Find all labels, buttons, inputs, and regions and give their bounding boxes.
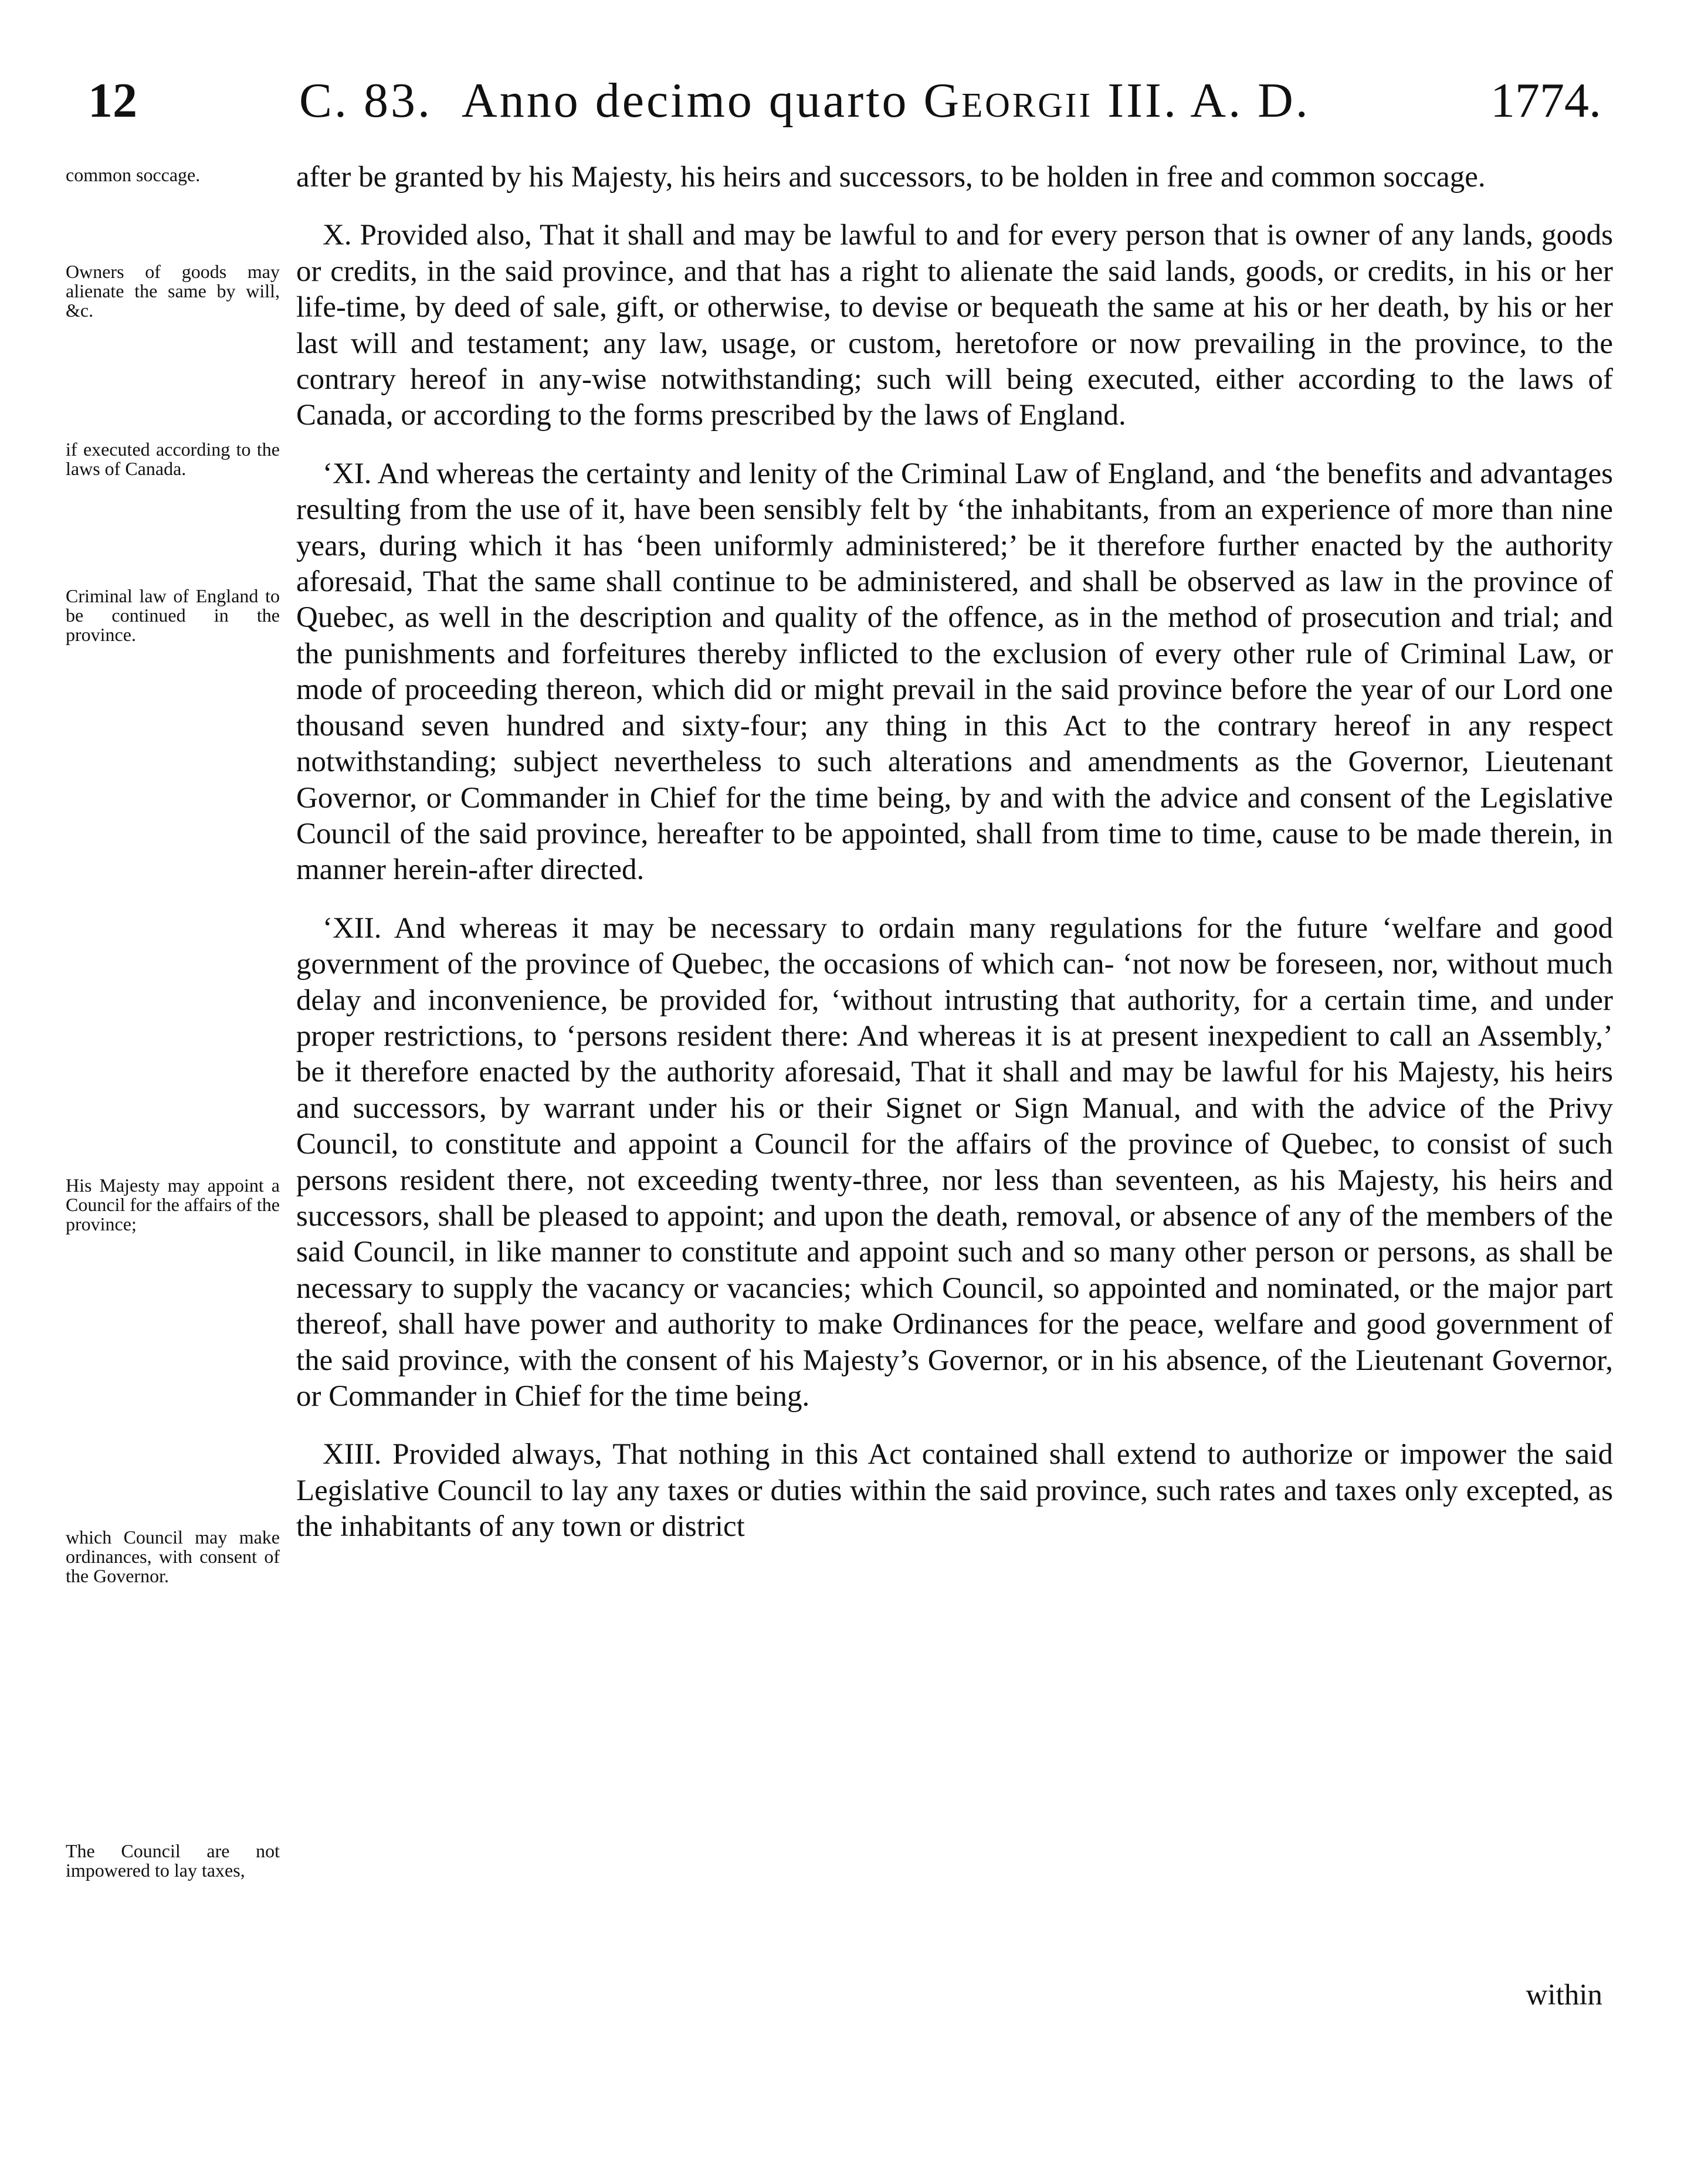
title-prefix: Anno decimo quarto: [462, 73, 909, 128]
title-regnal: III.: [1107, 73, 1179, 128]
margin-note-laws-of-canada: if executed according to the laws of Canada.: [66, 439, 280, 479]
title-king: Georgii: [923, 73, 1093, 128]
margin-note-criminal-law: Criminal law of England to be continued in the province.: [66, 585, 280, 645]
section-xi: ‘XI. And whereas the certainty and lenity of the Criminal Law of England, and ‘the benefits and advantages resulting from the use of it, have been sensibly felt by ‘the inhabitants, from an experience of more than nine years, during which it has ‘been uniformly administered;’ be it therefore further enacted by the authority aforesaid, That the same shall continue to be administered, and shall be observed as law in the province of Quebec, as well in the description and quality of the offence, as in the method of prosecution and trial; and the punishments and forfeitures thereby inflicted to the exclusion of every other rule of Criminal Law, or mode of proceeding thereon, which did or might prevail in the said province before the year of our Lord one thousand seven hundred and sixty-four; any thing in this Act to the contrary hereof in any respect notwithstanding; subject nevertheless to such alterations and amendments as the Governor, Lieutenant Governor, or Commander in Chief for the time being, by and with the advice and consent of the Legislative Council of the said province, hereafter to be appointed, shall from time to time, cause to be made therein, in manner herein-after directed.: [296, 457, 1613, 887]
section-xiii: XIII. Provided always, That nothing in this Act contained shall extend to authorize or impower the said Legislative Council to lay any taxes or duties within the said province, such rates and taxes only excepted, as the inhabitants of any town or district: [296, 1438, 1613, 1544]
section-xii: ‘XII. And whereas it may be necessary to ordain many regulations for the future ‘welfare and good government of the province of Quebec, the occasions of which can- ‘not now be foreseen, nor, without much delay and inconvenience, be provided for, ‘without intrusting that authority, for a certain time, and under proper restrictions, to ‘persons resident there: And whereas it is at present inexpedient to call an Assembly,’ be it therefore enacted by the authority aforesaid, That it shall and may be lawful for his Majesty, his heirs and successors, by warrant under his or their Signet or Sign Manual, and with the advice of the Privy Council, to constitute and appoint a Council for the affairs of the province of Quebec, to consist of such persons resident there, not exceeding twenty-three, nor less than seventeen, as his Majesty, his heirs and successors, shall be pleased to appoint; and upon the death, removal, or absence of any of the members of the said Council, in like manner to constitute and appoint such and so many other person or persons, as shall be necessary to supply the vacancy or vacancies; which Council, so appointed and nominated, or the major part thereof, shall have power and authority to make Ordinances for the peace, welfare and good government of the said province, with the consent of his Majesty’s Governor, or in his absence, of the Lieutenant Governor, or Commander in Chief for the time being.: [296, 911, 1613, 1413]
running-title: [299, 66, 1310, 136]
paragraph-continuation: after be granted by his Majesty, his heirs and successors, to be holden in free and common soccage.: [296, 161, 1486, 194]
margin-note-soccage: common soccage.: [66, 164, 201, 185]
margin-note-owners-of-goods: Owners of goods may alienate the same by will, &c.: [66, 261, 280, 321]
margin-note-no-taxes: The Council are not impowered to lay taxes,: [66, 1840, 280, 1881]
title-suffix: A. D.: [1190, 73, 1310, 128]
catchword: within: [1526, 1979, 1602, 2012]
chapter-number: C. 83.: [299, 73, 433, 128]
margin-note-ordinances: which Council may make ordinances, with consent of the Governor.: [66, 1527, 280, 1586]
running-header: [88, 66, 1601, 136]
body-text: [296, 160, 1613, 1545]
header-year: 1774.: [1490, 73, 1601, 128]
section-x: X. Provided also, That it shall and may be lawful to and for every person that is owner of any lands, goods or credits, in the said province, and that has a right to alienate the said lands, goods, or credits, in his or her life-time, by deed of sale, gift, or otherwise, to devise or bequeath the same at his or her death, by his or her last will and testament; any law, usage, or custom, heretofore or now prevailing in the province, to the contrary hereof in any-wise notwithstanding; such will being executed, either according to the laws of Canada, or according to the forms prescribed by the laws of England.: [296, 219, 1613, 432]
page-number: 12: [88, 73, 137, 128]
margin-note-appoint-council: His Majesty may appoint a Council for the affairs of the province;: [66, 1175, 280, 1234]
